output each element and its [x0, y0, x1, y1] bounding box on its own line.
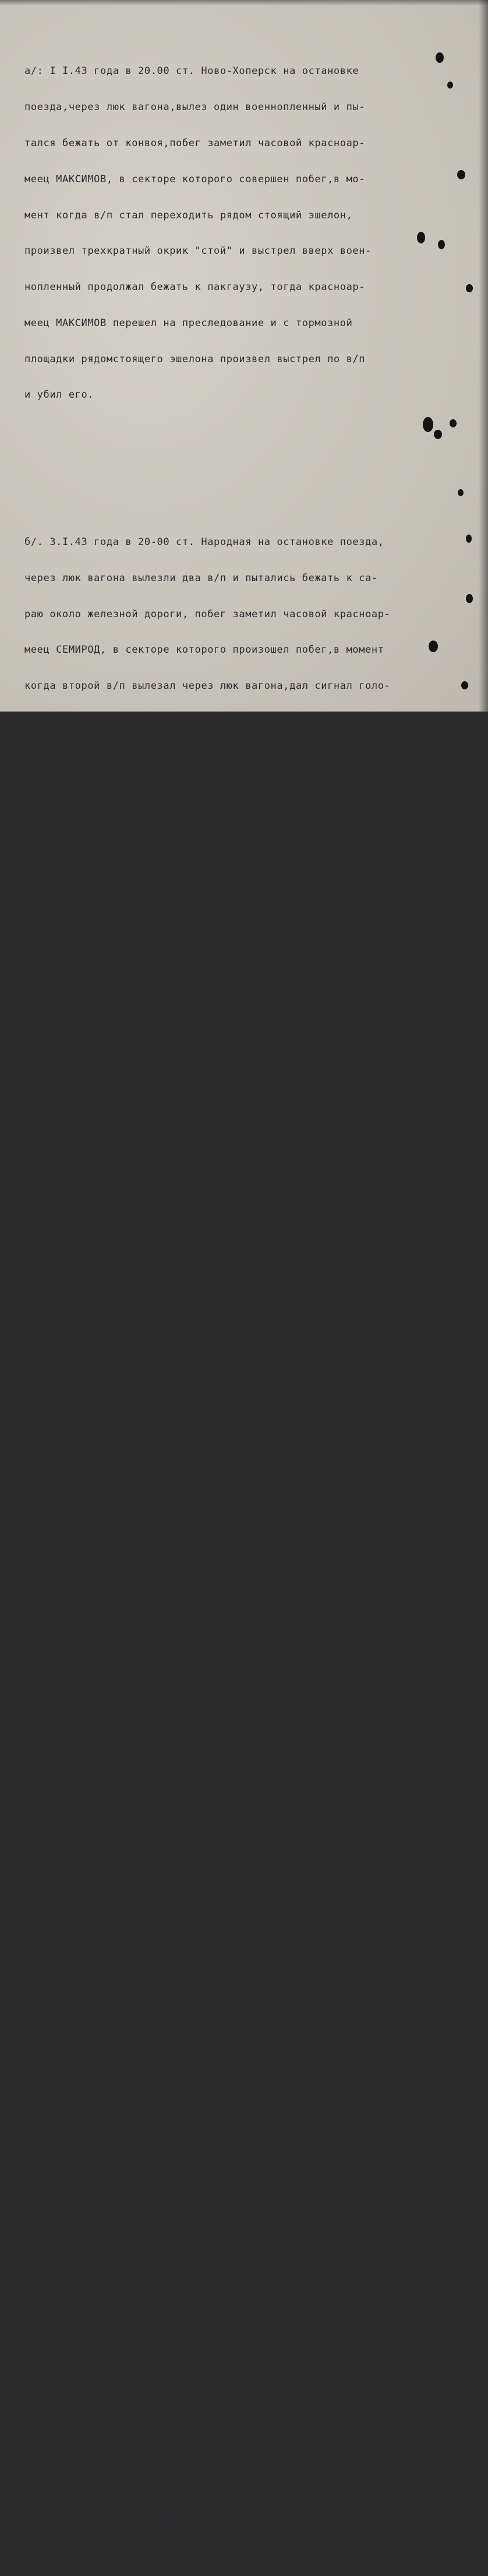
ink-blot — [434, 430, 442, 439]
ink-blot — [447, 82, 453, 89]
ink-blot — [450, 419, 457, 427]
text-line: меец СЕМИРОД, в секторе которого произошел побег,в момент — [24, 644, 384, 656]
text-line: раю около железной дороги, побег заметил часовой красноар- — [24, 608, 391, 620]
ink-blot — [461, 681, 468, 689]
paragraph-b — [24, 512, 485, 896]
text-line: б/. 3.I.43 года в 20-00 ст. Народная на остановке поезда, — [24, 536, 384, 548]
text-line: меец МАКСИМОВ перешел на преследование и с тормозной — [24, 317, 353, 329]
text-line: когда второй в/п вылезал через люк вагона,дал сигнал голо- — [24, 680, 391, 692]
text-line: КАЗАКОВ,ЗЛЕНКО,НАЙДЕН и сан.инструктор мл.сержант АКСЕНОВ — [24, 1803, 384, 1815]
text-line: вывел в/п в безопасное место, а также правильное решение — [24, 1523, 378, 1535]
text-line: красноармеец СЕМИРОД перешел на преследование и открыл — [24, 788, 366, 800]
text-line: 2. недостаточная бдительность часовых, которые в момент — [24, 1056, 372, 1068]
text-line: и убил его. — [24, 389, 94, 401]
paragraph-a — [24, 41, 485, 425]
causes-closing: Все побеги ликвидированы составом конвоя. — [57, 1272, 316, 1285]
text-line: меец МАКСИМОВ, в секторе которого совершен побег,в мо- — [24, 173, 366, 185]
text-line: не переходила, применение оружия часовыми,являясь как — [24, 1200, 359, 1212]
ink-blot — [457, 170, 465, 179]
text-line: Два раза конвой проходил санитарную обработку со сме- — [24, 1911, 384, 1923]
ink-blot — [429, 641, 438, 652]
text-line: мендант станции у красноармейца ЗЛЕНКО отобрал винтовку — [24, 2373, 372, 2386]
text-line: жизни, смело и решительно действовали красноармейцы: — [24, 1767, 353, 1779]
text-line: а/. Красноармеец ЗЛЕНКО в момент смены часовых I.I.43 года — [24, 2230, 391, 2242]
paragraph-9 — [24, 2136, 485, 2553]
page-top-shadow — [0, 0, 488, 6]
section-9-heading: 9. Недочеты конвоя, нарушение службы и дисциплины: — [24, 2159, 353, 2171]
paragraph-8 — [24, 1391, 485, 1983]
text-line: огонь по убегающим, в результате применения оружия оба — [24, 824, 366, 836]
text-line: а/: I I.43 года в 20.00 ст. Ново-Хоперск на остановке — [24, 65, 359, 77]
ink-blot — [417, 232, 425, 243]
text-line: тов. — [24, 2446, 50, 2458]
typewritten-text — [24, 17, 485, 2576]
section-roman-numeral: II — [170, 2051, 186, 2067]
text-line: I. наличие открытых люков вагонов, — [24, 1020, 239, 1032]
text-line: № 4057, противогаз № 0988 и направил его в часть гор. Сара- — [24, 2409, 397, 2422]
causes-heading: Причиной побегов военнопленных является: — [71, 956, 324, 968]
text-line: площадки рядомстоящего эшелона произвел выстрел по в/п — [24, 353, 366, 365]
ink-blot — [466, 594, 473, 603]
ink-blot — [466, 535, 472, 543]
text-line: тался бежать от конвоя,побег заметил часовой красноар- — [24, 137, 366, 149]
text-line: из линии охраны. — [24, 1128, 126, 1141]
text-line: ной белья. — [24, 1947, 88, 1959]
text-line: да,на станции Балашов красноармеец ЗЛЕНКО был задержан — [24, 2302, 366, 2314]
text-line: Хорошо было обеспечено питание конвоя,состав конвоя — [24, 1839, 372, 1851]
text-line: нопленный продолжал бежать к пакгаузу, тогда красноар- — [24, 281, 366, 293]
text-line: В результате правильных действий не допустил не лик- — [24, 1659, 378, 1671]
text-line: станции. — [24, 1594, 75, 1607]
text-line: дальнейшего конвоирования в/п пешим порядком до следующей — [24, 1558, 384, 1570]
text-line: Умелое и решительное действие конвоя при угрозе для — [24, 1731, 372, 1743]
ink-blot — [466, 284, 473, 292]
causes-section — [24, 932, 485, 1308]
text-line: мент когда в/п стал переходить рядом стоящий эшелон, — [24, 209, 353, 221]
text-line: 3. Оперативная группа в момент побега в/п на преследование — [24, 1164, 391, 1176]
text-line: б/ Красноармеец РОМАНЕНКО,будучи часовым на посту 31.I2.42 — [24, 2516, 397, 2528]
text-line: видированных побегов в/п. — [24, 1695, 182, 1707]
text-line: продолжали бежать к сараю и пытались скрыться за сараем, — [24, 752, 378, 764]
text-line: всего личного состава конвоя в момент бомбардировки были — [24, 1450, 378, 1463]
text-line: произвел трехкратный окрик "стой" и выстрел вверх воен- — [24, 245, 372, 257]
text-line: при отправке поезда со станции Ново-Хоперск отстал от поез- — [24, 2266, 397, 2278]
ink-blot — [423, 417, 433, 432]
ink-blot — [438, 240, 445, 249]
text-line: сом"побег" ,произвел окрик "стой" и выстрел в верх,в/п — [24, 716, 366, 728]
ink-blot — [458, 489, 464, 496]
text-line: крайняя мера,вошла в систему. — [24, 1236, 208, 1248]
text-line: военнопленные были убиты. — [24, 859, 182, 872]
text-line: бесперебойно и нормально питался на всем пути следования. — [24, 1875, 384, 1887]
text-line: 8. Действия начальника конвоя ст. лейтенанта АЛЕЖИНА и — [24, 1414, 366, 1427]
text-line: правильны,начальник конвоя обеспечил правильно охрану и — [24, 1487, 372, 1499]
text-line: военным комендантом станции, как не имеющий документов.Ко- — [24, 2338, 391, 2350]
text-line: поезда,через люк вагона,вылез один военнопленный и пы- — [24, 101, 366, 114]
text-line: побега в/п заметили не своевременно, когда в/п уже вышли — [24, 1092, 378, 1105]
text-line: через люк вагона вылезли два в/п и пытались бежать к са- — [24, 572, 378, 584]
ink-blot — [436, 52, 444, 63]
